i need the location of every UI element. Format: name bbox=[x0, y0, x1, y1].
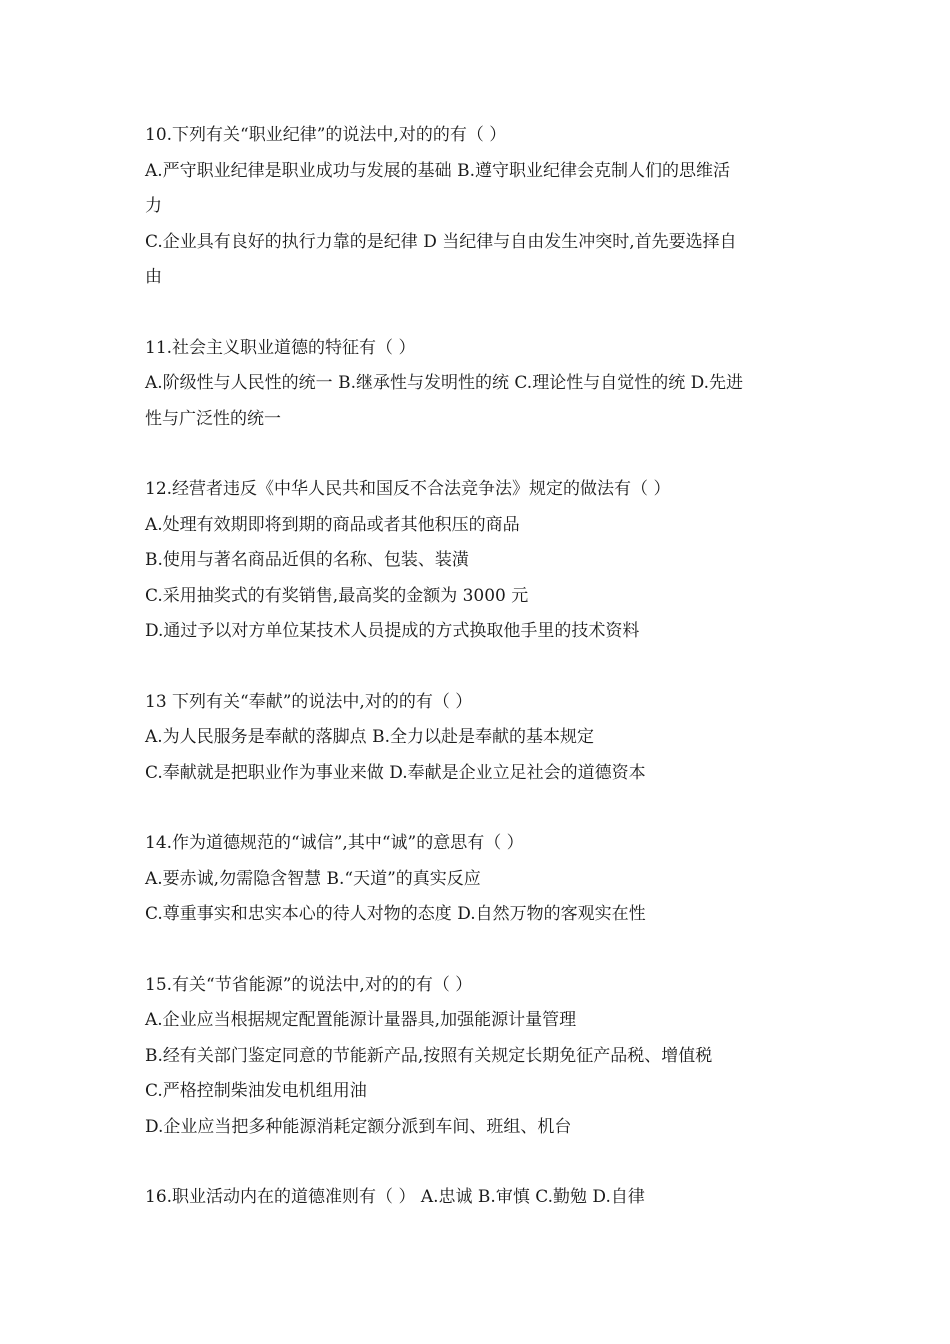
question-15 bbox=[145, 968, 817, 1146]
option-line: A.要赤诚,勿需隐含智慧 B.“天道”的真实反应 bbox=[145, 868, 481, 889]
question-stem: 14.作为道德规范的“诚信”,其中“诚”的意思有（ ） bbox=[145, 833, 524, 853]
question-spacer bbox=[145, 1145, 817, 1180]
option-line: C.奉献就是把职业作为事业来做 D.奉献是企业立足社会的道德资本 bbox=[145, 762, 646, 783]
option-line: C.尊重事实和忠实本心的待人对物的态度 D.自然万物的客观实在性 bbox=[145, 904, 646, 924]
option-line: 力 bbox=[145, 196, 162, 216]
option-line: A.企业应当根据规定配置能源计量器具,加强能源计量管理 bbox=[145, 1010, 577, 1030]
question-12 bbox=[145, 472, 817, 650]
option-line: B.经有关部门鉴定同意的节能新产品,按照有关规定长期免征产品税、增值税 bbox=[145, 1045, 713, 1066]
option-line: C.企业具有良好的执行力靠的是纪律 D 当纪律与自由发生冲突时,首先要选择自 bbox=[145, 231, 737, 252]
option-line: C.采用抽奖式的有奖销售,最高奖的金额为 3000 元 bbox=[145, 585, 529, 606]
option-line: A.严守职业纪律是职业成功与发展的基础 B.遵守职业纪律会克制人们的思维活 bbox=[145, 160, 730, 181]
question-stem: 13 下列有关“奉献”的说法中,对的的有（ ） bbox=[145, 691, 473, 712]
question-spacer bbox=[145, 791, 817, 826]
question-16 bbox=[145, 1180, 817, 1216]
option-line: A.阶级性与人民性的统一 B.继承性与发明性的统 C.理论性与自觉性的统 D.先进 bbox=[145, 373, 744, 393]
document-page bbox=[145, 118, 817, 1216]
question-13 bbox=[145, 685, 817, 792]
question-spacer bbox=[145, 650, 817, 685]
question-stem: 10.下列有关“职业纪律”的说法中,对的的有（ ） bbox=[145, 125, 507, 145]
option-line: A.处理有效期即将到期的商品或者其他积压的商品 bbox=[145, 514, 520, 535]
option-line: A.为人民服务是奉献的落脚点 B.全力以赴是奉献的基本规定 bbox=[145, 727, 594, 747]
option-line: 由 bbox=[145, 267, 162, 287]
option-line: D.企业应当把多种能源消耗定额分派到车间、班组、机台 bbox=[145, 1116, 572, 1137]
question-spacer bbox=[145, 437, 817, 472]
question-spacer bbox=[145, 296, 817, 331]
question-stem: 16.职业活动内在的道德准则有（ ） A.忠诚 B.审慎 C.勤勉 D.自律 bbox=[145, 1187, 645, 1207]
option-line: B.使用与著名商品近俱的名称、包装、装潢 bbox=[145, 550, 469, 570]
question-14 bbox=[145, 826, 817, 933]
option-line: 性与广泛性的统一 bbox=[145, 408, 281, 429]
question-11 bbox=[145, 331, 817, 438]
question-stem: 11.社会主义职业道德的特征有（ ） bbox=[145, 337, 416, 358]
question-spacer bbox=[145, 933, 817, 968]
question-stem: 15.有关“节省能源”的说法中,对的的有（ ） bbox=[145, 974, 473, 995]
question-stem: 12.经营者违反《中华人民共和国反不合法竞争法》规定的做法有（ ） bbox=[145, 479, 671, 499]
option-line: D.通过予以对方单位某技术人员提成的方式换取他手里的技术资料 bbox=[145, 621, 640, 641]
option-line: C.严格控制柴油发电机组用油 bbox=[145, 1081, 367, 1101]
question-10 bbox=[145, 118, 817, 296]
